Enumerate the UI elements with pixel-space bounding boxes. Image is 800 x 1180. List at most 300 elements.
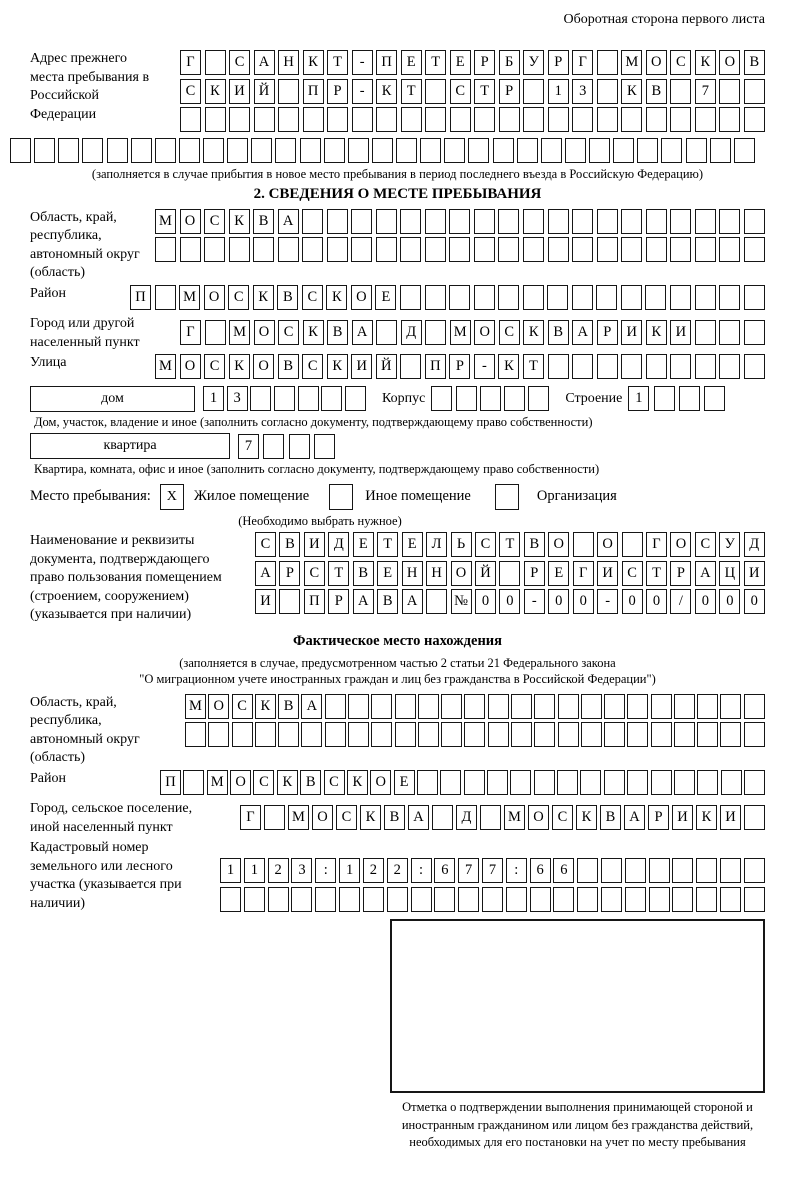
char-box[interactable] xyxy=(534,770,555,795)
char-box[interactable] xyxy=(418,722,439,747)
char-box[interactable] xyxy=(420,138,441,163)
char-box[interactable]: К xyxy=(347,770,368,795)
char-box[interactable] xyxy=(697,770,718,795)
char-box[interactable]: 7 xyxy=(695,79,716,104)
char-box[interactable] xyxy=(695,320,716,345)
char-box[interactable]: Д xyxy=(401,320,422,345)
char-box[interactable]: : xyxy=(506,858,527,883)
char-box[interactable] xyxy=(720,722,741,747)
char-box[interactable]: Й xyxy=(475,561,496,586)
char-box[interactable]: А xyxy=(572,320,593,345)
char-box[interactable]: И xyxy=(672,805,693,830)
char-box[interactable]: Е xyxy=(548,561,569,586)
char-box[interactable]: С xyxy=(180,79,201,104)
char-box[interactable] xyxy=(339,887,360,912)
char-box[interactable]: 0 xyxy=(573,589,594,614)
char-box[interactable]: О xyxy=(528,805,549,830)
char-box[interactable]: П xyxy=(376,50,397,75)
char-box[interactable] xyxy=(744,770,765,795)
char-box[interactable] xyxy=(244,887,265,912)
char-box[interactable]: Р xyxy=(597,320,618,345)
char-box[interactable] xyxy=(278,79,299,104)
char-box[interactable]: Р xyxy=(499,79,520,104)
char-box[interactable] xyxy=(431,386,452,411)
char-box[interactable] xyxy=(279,589,300,614)
char-box[interactable] xyxy=(268,887,289,912)
char-box[interactable]: С xyxy=(670,50,691,75)
char-box[interactable] xyxy=(498,237,519,262)
char-box[interactable] xyxy=(183,770,204,795)
char-box[interactable]: 0 xyxy=(548,589,569,614)
char-box[interactable]: В xyxy=(300,770,321,795)
char-box[interactable]: 3 xyxy=(227,386,248,411)
char-box[interactable] xyxy=(450,107,471,132)
char-box[interactable] xyxy=(572,237,593,262)
char-box[interactable]: К xyxy=(523,320,544,345)
char-box[interactable] xyxy=(205,320,226,345)
char-box[interactable]: К xyxy=(253,285,274,310)
char-box[interactable] xyxy=(548,107,569,132)
char-box[interactable]: С xyxy=(232,694,253,719)
char-box[interactable] xyxy=(254,107,275,132)
char-box[interactable] xyxy=(523,285,544,310)
char-box[interactable]: К xyxy=(576,805,597,830)
char-box[interactable]: К xyxy=(621,79,642,104)
char-box[interactable] xyxy=(695,237,716,262)
char-box[interactable] xyxy=(572,354,593,379)
char-box[interactable] xyxy=(553,887,574,912)
char-box[interactable] xyxy=(301,722,322,747)
char-box[interactable] xyxy=(155,285,176,310)
char-box[interactable] xyxy=(300,138,321,163)
char-box[interactable]: Й xyxy=(376,354,397,379)
char-box[interactable] xyxy=(523,107,544,132)
char-box[interactable]: - xyxy=(597,589,618,614)
char-box[interactable]: О xyxy=(253,354,274,379)
char-box[interactable]: О xyxy=(312,805,333,830)
char-box[interactable]: 0 xyxy=(646,589,667,614)
char-box[interactable] xyxy=(255,722,276,747)
char-box[interactable]: Р xyxy=(449,354,470,379)
char-box[interactable] xyxy=(400,209,421,234)
char-box[interactable] xyxy=(719,107,740,132)
char-box[interactable]: В xyxy=(278,694,299,719)
char-box[interactable] xyxy=(697,722,718,747)
char-box[interactable] xyxy=(441,722,462,747)
char-box[interactable] xyxy=(674,694,695,719)
char-box[interactable]: 0 xyxy=(695,589,716,614)
char-box[interactable] xyxy=(523,209,544,234)
char-box[interactable] xyxy=(493,138,514,163)
char-box[interactable] xyxy=(649,858,670,883)
char-box[interactable] xyxy=(734,138,755,163)
char-box[interactable] xyxy=(744,320,765,345)
char-box[interactable] xyxy=(348,722,369,747)
char-box[interactable] xyxy=(352,107,373,132)
char-box[interactable]: О xyxy=(597,532,618,557)
char-box[interactable]: 1 xyxy=(244,858,265,883)
char-box[interactable]: Д xyxy=(328,532,349,557)
char-box[interactable]: С xyxy=(204,209,225,234)
char-box[interactable]: С xyxy=(475,532,496,557)
char-box[interactable]: Л xyxy=(426,532,447,557)
char-box[interactable] xyxy=(654,386,675,411)
char-box[interactable] xyxy=(670,354,691,379)
char-box[interactable] xyxy=(581,694,602,719)
char-box[interactable] xyxy=(441,694,462,719)
char-box[interactable]: М xyxy=(155,354,176,379)
char-box[interactable]: Т xyxy=(474,79,495,104)
char-box[interactable]: К xyxy=(326,285,347,310)
char-box[interactable]: И xyxy=(351,354,372,379)
char-box[interactable]: 1 xyxy=(628,386,649,411)
char-box[interactable] xyxy=(34,138,55,163)
char-box[interactable] xyxy=(499,107,520,132)
char-box[interactable] xyxy=(363,887,384,912)
char-box[interactable]: Г xyxy=(646,532,667,557)
char-box[interactable] xyxy=(670,285,691,310)
char-box[interactable]: Д xyxy=(744,532,765,557)
char-box[interactable]: 0 xyxy=(475,589,496,614)
char-box[interactable] xyxy=(597,79,618,104)
char-box[interactable]: П xyxy=(160,770,181,795)
char-box[interactable]: О xyxy=(351,285,372,310)
char-box[interactable]: Г xyxy=(180,50,201,75)
char-box[interactable]: К xyxy=(360,805,381,830)
char-box[interactable]: В xyxy=(278,354,299,379)
char-box[interactable] xyxy=(744,887,765,912)
char-box[interactable]: Н xyxy=(402,561,423,586)
char-box[interactable] xyxy=(327,237,348,262)
char-box[interactable] xyxy=(637,138,658,163)
char-box[interactable] xyxy=(395,722,416,747)
char-box[interactable] xyxy=(577,858,598,883)
char-box[interactable]: 7 xyxy=(238,434,259,459)
char-box[interactable] xyxy=(604,694,625,719)
char-box[interactable]: В xyxy=(524,532,545,557)
char-box[interactable] xyxy=(325,722,346,747)
char-box[interactable]: Р xyxy=(670,561,691,586)
char-box[interactable]: К xyxy=(327,354,348,379)
char-box[interactable] xyxy=(572,209,593,234)
char-box[interactable] xyxy=(621,237,642,262)
char-box[interactable]: Й xyxy=(254,79,275,104)
char-box[interactable] xyxy=(107,138,128,163)
char-box[interactable] xyxy=(289,434,310,459)
char-box[interactable] xyxy=(674,770,695,795)
char-box[interactable] xyxy=(58,138,79,163)
char-box[interactable]: Р xyxy=(648,805,669,830)
char-box[interactable] xyxy=(250,386,271,411)
char-box[interactable] xyxy=(434,887,455,912)
checkbox-organizatsiya[interactable] xyxy=(495,484,519,510)
char-box[interactable]: К xyxy=(255,694,276,719)
char-box[interactable] xyxy=(572,107,593,132)
char-box[interactable] xyxy=(468,138,489,163)
char-box[interactable]: О xyxy=(670,532,691,557)
char-box[interactable] xyxy=(548,237,569,262)
char-box[interactable] xyxy=(720,887,741,912)
char-box[interactable]: К xyxy=(303,320,324,345)
char-box[interactable] xyxy=(719,79,740,104)
char-box[interactable] xyxy=(646,107,667,132)
char-box[interactable] xyxy=(719,209,740,234)
char-box[interactable] xyxy=(185,722,206,747)
char-box[interactable]: Г xyxy=(573,561,594,586)
char-box[interactable] xyxy=(227,138,248,163)
char-box[interactable]: И xyxy=(255,589,276,614)
char-box[interactable]: О xyxy=(254,320,275,345)
char-box[interactable] xyxy=(651,694,672,719)
char-box[interactable] xyxy=(744,79,765,104)
char-box[interactable] xyxy=(697,694,718,719)
checkbox-inoe-pomeshchenie[interactable] xyxy=(329,484,353,510)
char-box[interactable] xyxy=(278,107,299,132)
char-box[interactable]: Д xyxy=(456,805,477,830)
char-box[interactable] xyxy=(499,561,520,586)
char-box[interactable] xyxy=(719,354,740,379)
char-box[interactable] xyxy=(232,722,253,747)
char-box[interactable] xyxy=(674,722,695,747)
char-box[interactable] xyxy=(686,138,707,163)
char-box[interactable]: 6 xyxy=(434,858,455,883)
char-box[interactable] xyxy=(696,858,717,883)
char-box[interactable] xyxy=(275,138,296,163)
char-box[interactable]: М xyxy=(185,694,206,719)
char-box[interactable]: 6 xyxy=(553,858,574,883)
char-box[interactable] xyxy=(621,209,642,234)
char-box[interactable]: О xyxy=(204,285,225,310)
char-box[interactable]: О xyxy=(180,354,201,379)
char-box[interactable] xyxy=(498,285,519,310)
char-box[interactable]: К xyxy=(229,354,250,379)
char-box[interactable] xyxy=(131,138,152,163)
char-box[interactable] xyxy=(601,858,622,883)
char-box[interactable] xyxy=(596,285,617,310)
char-box[interactable]: В xyxy=(384,805,405,830)
char-box[interactable]: В xyxy=(253,209,274,234)
char-box[interactable] xyxy=(672,858,693,883)
char-box[interactable] xyxy=(517,138,538,163)
char-box[interactable] xyxy=(372,138,393,163)
char-box[interactable] xyxy=(721,770,742,795)
char-box[interactable] xyxy=(253,237,274,262)
char-box[interactable] xyxy=(155,237,176,262)
char-box[interactable]: О xyxy=(451,561,472,586)
char-box[interactable]: Н xyxy=(426,561,447,586)
char-box[interactable]: О xyxy=(370,770,391,795)
char-box[interactable] xyxy=(376,209,397,234)
char-box[interactable] xyxy=(303,107,324,132)
char-box[interactable]: 1 xyxy=(548,79,569,104)
char-box[interactable] xyxy=(220,887,241,912)
char-box[interactable] xyxy=(10,138,31,163)
char-box[interactable] xyxy=(695,285,716,310)
char-box[interactable] xyxy=(314,434,335,459)
char-box[interactable] xyxy=(572,285,593,310)
char-box[interactable] xyxy=(744,858,765,883)
char-box[interactable]: В xyxy=(277,285,298,310)
char-box[interactable]: О xyxy=(474,320,495,345)
char-box[interactable]: И xyxy=(229,79,250,104)
char-box[interactable] xyxy=(278,237,299,262)
char-box[interactable] xyxy=(444,138,465,163)
char-box[interactable]: К xyxy=(498,354,519,379)
char-box[interactable] xyxy=(670,107,691,132)
char-box[interactable] xyxy=(417,770,438,795)
char-box[interactable] xyxy=(425,237,446,262)
char-box[interactable]: М xyxy=(450,320,471,345)
char-box[interactable] xyxy=(589,138,610,163)
char-box[interactable]: Т xyxy=(401,79,422,104)
char-box[interactable]: 1 xyxy=(203,386,224,411)
char-box[interactable] xyxy=(229,107,250,132)
char-box[interactable] xyxy=(621,354,642,379)
char-box[interactable] xyxy=(548,354,569,379)
char-box[interactable] xyxy=(534,694,555,719)
char-box[interactable] xyxy=(278,722,299,747)
char-box[interactable]: Т xyxy=(328,561,349,586)
char-box[interactable]: А xyxy=(278,209,299,234)
char-box[interactable]: О xyxy=(548,532,569,557)
char-box[interactable]: С xyxy=(324,770,345,795)
char-box[interactable] xyxy=(205,107,226,132)
char-box[interactable] xyxy=(704,386,725,411)
char-box[interactable]: У xyxy=(719,532,740,557)
char-box[interactable] xyxy=(371,694,392,719)
char-box[interactable] xyxy=(580,770,601,795)
char-box[interactable] xyxy=(597,209,618,234)
char-box[interactable]: Ц xyxy=(719,561,740,586)
char-box[interactable]: В xyxy=(279,532,300,557)
char-box[interactable]: - xyxy=(352,79,373,104)
char-box[interactable] xyxy=(646,209,667,234)
char-box[interactable]: А xyxy=(254,50,275,75)
char-box[interactable] xyxy=(411,887,432,912)
char-box[interactable] xyxy=(180,237,201,262)
char-box[interactable] xyxy=(327,107,348,132)
char-box[interactable]: К xyxy=(695,50,716,75)
char-box[interactable] xyxy=(719,285,740,310)
char-box[interactable] xyxy=(204,237,225,262)
char-box[interactable] xyxy=(302,237,323,262)
char-box[interactable]: Е xyxy=(377,561,398,586)
char-box[interactable] xyxy=(458,887,479,912)
char-box[interactable] xyxy=(621,285,642,310)
char-box[interactable] xyxy=(649,887,670,912)
char-box[interactable] xyxy=(547,285,568,310)
char-box[interactable]: М xyxy=(621,50,642,75)
char-box[interactable] xyxy=(651,770,672,795)
char-box[interactable] xyxy=(432,805,453,830)
char-box[interactable] xyxy=(396,138,417,163)
char-box[interactable] xyxy=(371,722,392,747)
char-box[interactable]: Е xyxy=(375,285,396,310)
char-box[interactable] xyxy=(208,722,229,747)
char-box[interactable] xyxy=(651,722,672,747)
char-box[interactable] xyxy=(205,50,226,75)
char-box[interactable] xyxy=(504,386,525,411)
char-box[interactable]: 0 xyxy=(622,589,643,614)
char-box[interactable]: С xyxy=(499,320,520,345)
char-box[interactable] xyxy=(558,694,579,719)
char-box[interactable]: К xyxy=(229,209,250,234)
char-box[interactable] xyxy=(622,532,643,557)
char-box[interactable]: А xyxy=(353,589,374,614)
char-box[interactable]: В xyxy=(327,320,348,345)
char-box[interactable]: И xyxy=(304,532,325,557)
char-box[interactable]: С xyxy=(552,805,573,830)
char-box[interactable]: 1 xyxy=(220,858,241,883)
char-box[interactable] xyxy=(82,138,103,163)
char-box[interactable] xyxy=(597,107,618,132)
char-box[interactable]: К xyxy=(303,50,324,75)
char-box[interactable]: О xyxy=(230,770,251,795)
char-box[interactable]: 2 xyxy=(268,858,289,883)
char-box[interactable] xyxy=(351,237,372,262)
char-box[interactable]: 6 xyxy=(530,858,551,883)
char-box[interactable] xyxy=(625,858,646,883)
char-box[interactable]: К xyxy=(205,79,226,104)
checkbox-zhiloe-pomeshchenie[interactable] xyxy=(160,484,184,510)
char-box[interactable] xyxy=(315,887,336,912)
char-box[interactable] xyxy=(541,138,562,163)
char-box[interactable]: Т xyxy=(327,50,348,75)
char-box[interactable]: Р xyxy=(524,561,545,586)
char-box[interactable]: Е xyxy=(402,532,423,557)
char-box[interactable]: П xyxy=(130,285,151,310)
char-box[interactable]: Р xyxy=(548,50,569,75)
char-box[interactable] xyxy=(661,138,682,163)
char-box[interactable] xyxy=(179,138,200,163)
char-box[interactable] xyxy=(558,722,579,747)
char-box[interactable] xyxy=(302,209,323,234)
char-box[interactable]: С xyxy=(302,354,323,379)
char-box[interactable] xyxy=(229,237,250,262)
char-box[interactable] xyxy=(695,107,716,132)
char-box[interactable] xyxy=(425,107,446,132)
char-box[interactable]: С xyxy=(695,532,716,557)
char-box[interactable]: Т xyxy=(377,532,398,557)
char-box[interactable] xyxy=(474,209,495,234)
char-box[interactable] xyxy=(376,107,397,132)
char-box[interactable]: И xyxy=(621,320,642,345)
char-box[interactable] xyxy=(298,386,319,411)
char-box[interactable] xyxy=(425,320,446,345)
char-box[interactable]: - xyxy=(474,354,495,379)
char-box[interactable]: П xyxy=(303,79,324,104)
char-box[interactable] xyxy=(488,722,509,747)
char-box[interactable]: М xyxy=(207,770,228,795)
char-box[interactable] xyxy=(482,887,503,912)
char-box[interactable]: И xyxy=(597,561,618,586)
char-box[interactable] xyxy=(449,285,470,310)
char-box[interactable] xyxy=(744,354,765,379)
char-box[interactable] xyxy=(621,107,642,132)
char-box[interactable]: С xyxy=(229,50,250,75)
char-box[interactable]: 7 xyxy=(458,858,479,883)
char-box[interactable]: О xyxy=(180,209,201,234)
char-box[interactable] xyxy=(710,138,731,163)
char-box[interactable]: Е xyxy=(353,532,374,557)
char-box[interactable] xyxy=(719,237,740,262)
char-box[interactable]: С xyxy=(278,320,299,345)
char-box[interactable]: П xyxy=(304,589,325,614)
char-box[interactable]: В xyxy=(744,50,765,75)
char-box[interactable] xyxy=(528,386,549,411)
char-box[interactable] xyxy=(348,138,369,163)
char-box[interactable] xyxy=(645,285,666,310)
